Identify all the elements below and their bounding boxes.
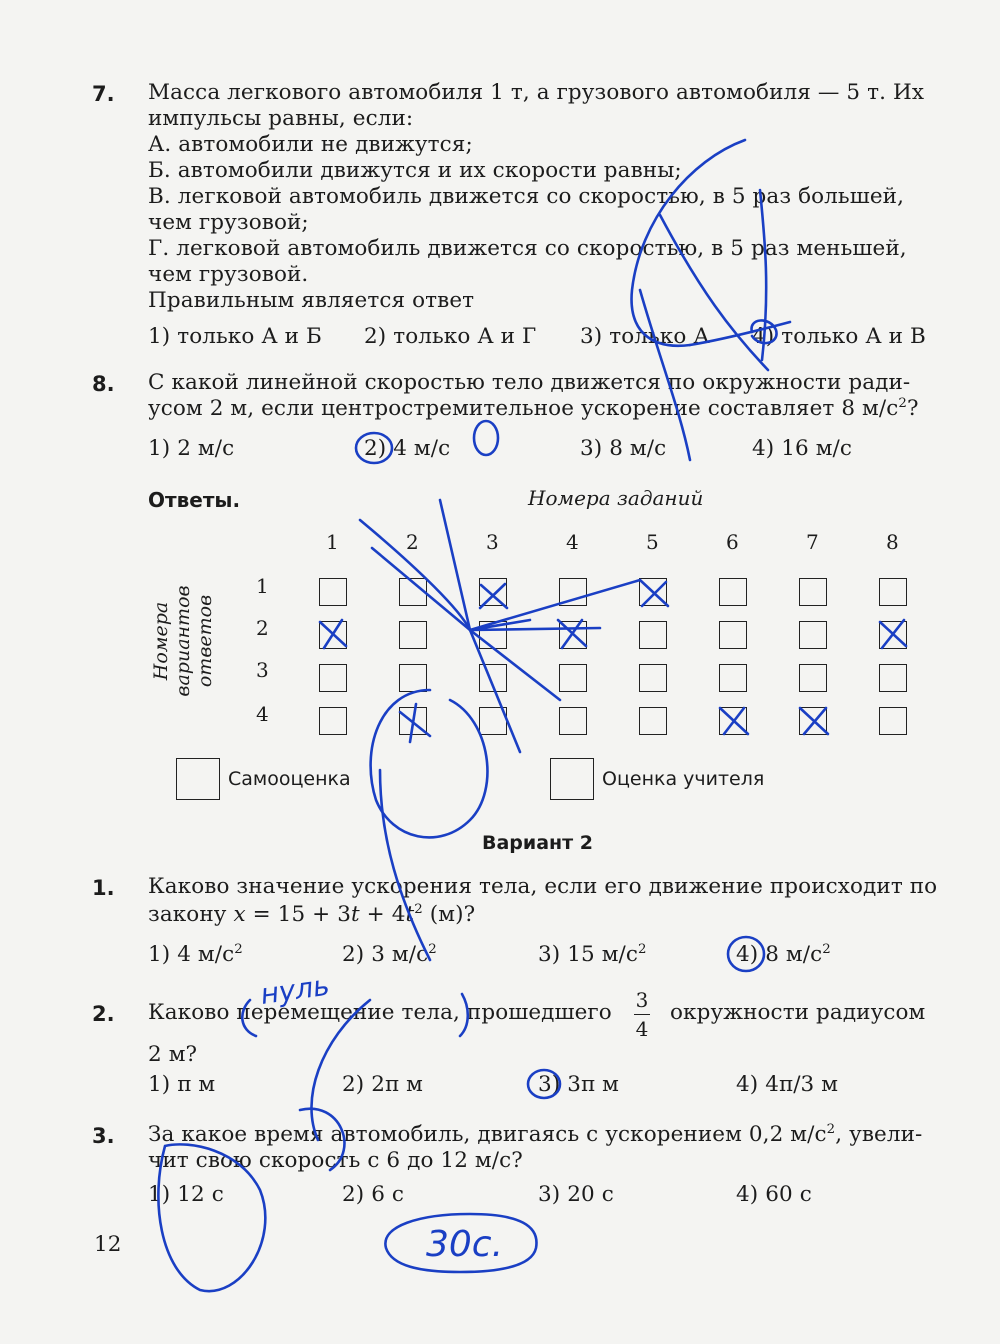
v2-q1-option-4[interactable]: 4) 8 $м/с^2$ [736, 942, 831, 968]
q7-line: В. легковой автомобиль движется со скоростью, в 5 раз большей, [148, 184, 905, 209]
handwritten-word: нуль [258, 968, 332, 1011]
q8-option-4[interactable]: 4) 16 м/с [752, 436, 853, 461]
answer-checkbox[interactable] [639, 664, 667, 692]
answer-checkbox[interactable] [719, 621, 747, 649]
q7-option-4[interactable]: 4) только А и В [752, 324, 926, 349]
v2-q1-line2: закону $x = 15 + 3t + 4t^2$ (м)? [148, 902, 476, 928]
v2-q1-option-3[interactable]: 3) 15 $м/с^2$ [538, 942, 647, 968]
v2-q3-number: 3. [92, 1124, 115, 1148]
answer-checkbox[interactable] [719, 578, 747, 606]
answer-checkbox[interactable] [879, 621, 907, 649]
row-header: 4 [256, 702, 269, 726]
answer-checkbox[interactable] [479, 707, 507, 735]
v2-q2-option-3[interactable]: 3) 3π м [538, 1072, 619, 1097]
answer-checkbox[interactable] [479, 664, 507, 692]
q8-line1: С какой линейной скоростью тело движется по окружности ради- [148, 370, 911, 395]
answer-checkbox[interactable] [799, 621, 827, 649]
teacher-assessment-box[interactable] [550, 758, 594, 800]
variant-title: Вариант 2 [482, 832, 594, 854]
q8-option-3[interactable]: 3) 8 м/с [580, 436, 667, 461]
answer-checkbox[interactable] [319, 707, 347, 735]
v2-q3-option-1[interactable]: 1) 12 с [148, 1182, 224, 1207]
v2-q3-option-3[interactable]: 3) 20 с [538, 1182, 614, 1207]
q7-line: Б. автомобили движутся и их скорости равны; [148, 158, 682, 183]
v2-q1-option-1[interactable]: 1) 4 $м/с^2$ [148, 942, 243, 968]
v2-q1-number: 1. [92, 876, 115, 900]
q7-line: чем грузовой; [148, 210, 309, 235]
v2-q2-option-2[interactable]: 2) 2π м [342, 1072, 423, 1097]
v2-q3-option-4[interactable]: 4) 60 с [736, 1182, 812, 1207]
v2-q2-line1b: окружности радиусом [670, 1000, 926, 1025]
v2-q3-line1: За какое время автомобиль, двигаясь с ускорением 0,2 $м/с^2$, увели- [148, 1122, 923, 1148]
row-header: 2 [256, 616, 269, 640]
v2-q1-line1: Каково значение ускорения тела, если его движение происходит по [148, 874, 938, 899]
row-header: 1 [256, 574, 269, 598]
v2-q2-line1a: Каково перемещение тела, прошедшего [148, 1000, 612, 1025]
answer-checkbox[interactable] [879, 707, 907, 735]
column-header: 4 [566, 530, 579, 554]
answer-checkbox[interactable] [319, 621, 347, 649]
column-header: 2 [406, 530, 419, 554]
answer-checkbox[interactable] [479, 578, 507, 606]
q7-line: Правильным является ответ [148, 288, 475, 313]
answer-oval [385, 1214, 536, 1272]
q7-number: 7. [92, 82, 115, 106]
pen-large-loop [380, 770, 430, 960]
answer-checkbox[interactable] [399, 578, 427, 606]
answer-checkbox[interactable] [799, 707, 827, 735]
v2-q2-option-4[interactable]: 4) 4π/3 м [736, 1072, 839, 1097]
answer-checkbox[interactable] [559, 621, 587, 649]
self-assessment-label: Самооценка [228, 768, 351, 790]
answer-checkbox[interactable] [879, 664, 907, 692]
teacher-assessment-label: Оценка учителя [602, 768, 765, 790]
answer-checkbox[interactable] [719, 664, 747, 692]
q7-line: импульсы равны, если: [148, 106, 414, 131]
row-header: 3 [256, 658, 269, 682]
answer-checkbox[interactable] [639, 707, 667, 735]
answer-checkbox[interactable] [719, 707, 747, 735]
column-header: 3 [486, 530, 499, 554]
q7-line: Масса легкового автомобиля 1 т, а грузового автомобиля — 5 т. Их [148, 80, 925, 105]
answer-checkbox[interactable] [879, 578, 907, 606]
answer-checkbox[interactable] [399, 621, 427, 649]
answer-checkbox[interactable] [559, 578, 587, 606]
v2-q2-number: 2. [92, 1002, 115, 1026]
column-header: 7 [806, 530, 819, 554]
column-header: 5 [646, 530, 659, 554]
answers-title: Ответы. [148, 488, 241, 512]
self-assessment-box[interactable] [176, 758, 220, 800]
answer-checkbox[interactable] [559, 664, 587, 692]
pen-large-loop [371, 690, 488, 837]
q7-line: А. автомобили не движутся; [148, 132, 473, 157]
v2-q3-option-2[interactable]: 2) 6 с [342, 1182, 405, 1207]
q7-option-3[interactable]: 3) только А [580, 324, 710, 349]
q8-option-1[interactable]: 1) 2 м/с [148, 436, 235, 461]
answer-checkbox[interactable] [399, 707, 427, 735]
answer-checkbox[interactable] [479, 621, 507, 649]
answer-checkbox[interactable] [639, 621, 667, 649]
pen-o-mark [474, 421, 498, 455]
v2-q2-option-1[interactable]: 1) π м [148, 1072, 216, 1097]
answer-checkbox[interactable] [319, 578, 347, 606]
q7-line: чем грузовой. [148, 262, 309, 287]
q7-line: Г. легковой автомобиль движется со скоростью, в 5 раз меньшей, [148, 236, 907, 261]
column-header: 8 [886, 530, 899, 554]
q7-option-1[interactable]: 1) только А и Б [148, 324, 322, 349]
q8-line2: усом 2 м, если центростремительное ускорение составляет 8 $м/с^2$? [148, 396, 919, 422]
answer-checkbox[interactable] [399, 664, 427, 692]
answer-checkbox[interactable] [319, 664, 347, 692]
answer-checkbox[interactable] [559, 707, 587, 735]
answer-checkbox[interactable] [639, 578, 667, 606]
v2-q2-line2: 2 м? [148, 1042, 198, 1067]
columns-caption: Номера заданий [528, 486, 704, 510]
q8-option-2[interactable]: 2) 4 м/с [364, 436, 451, 461]
column-header: 1 [326, 530, 339, 554]
v2-q1-option-2[interactable]: 2) 3 $м/с^2$ [342, 942, 437, 968]
handwritten-answer: 30с. [426, 1224, 504, 1265]
answer-checkbox[interactable] [799, 578, 827, 606]
q7-option-2[interactable]: 2) только А и Г [364, 324, 537, 349]
rows-caption: Номера вариантов ответов [150, 585, 216, 697]
column-header: 6 [726, 530, 739, 554]
page-number: 12 [94, 1232, 122, 1257]
answer-checkbox[interactable] [799, 664, 827, 692]
fraction-three-quarters: 3 4 [635, 988, 649, 1041]
v2-q3-line2: чит свою скорость с 6 до 12 м/с? [148, 1148, 523, 1173]
q8-number: 8. [92, 372, 115, 396]
